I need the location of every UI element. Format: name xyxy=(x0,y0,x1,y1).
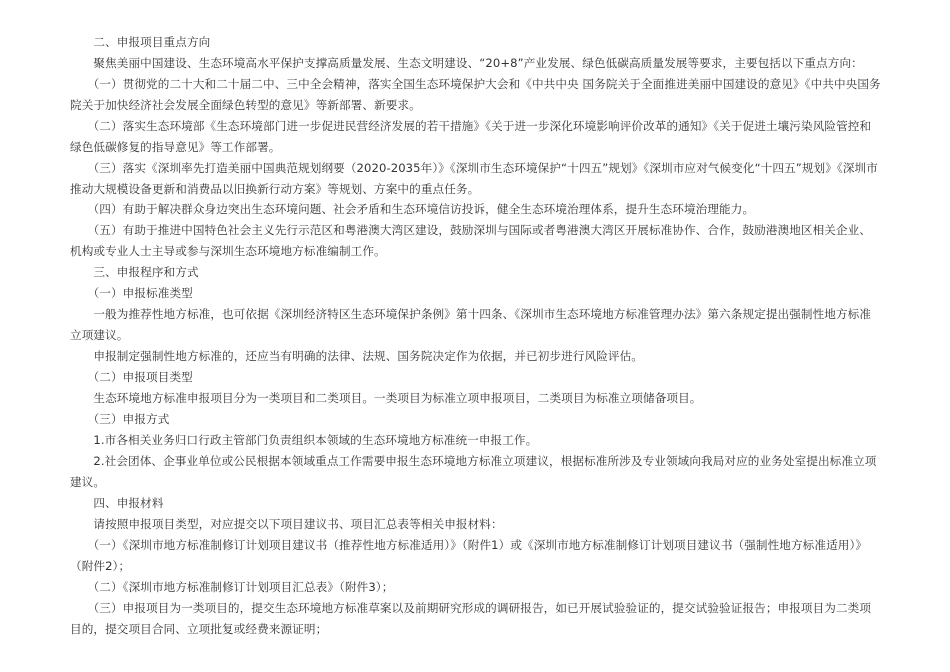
paragraph-material-2: （二）《深圳市地方标准制修订计划项目汇总表》（附件3）； xyxy=(70,580,394,594)
paragraph-direction-3: （三）落实《深圳率先打造美丽中国典范规划纲要（2020-2035年）》《深圳市生态环境保护“十四五”规划》《深圳市应对气候变化“十四五”规划》《深圳市推动大规模设备更新和消费品以旧换新行动方案》等规划、方案中的重点任务。 xyxy=(70,161,878,196)
paragraph-direction-2: （二）落实生态环境部《生态环境部门进一步促进民营经济发展的若干措施》《关于进一步深化环境影响评价改革的通知》《关于促进土壤污染风险管控和绿色低碳修复的指导意见》等工作部署。 xyxy=(70,119,872,154)
paragraph-intro-directions: 聚焦美丽中国建设、生态环境高水平保护支撑高质量发展、生态文明建设、“20+8”产业发展、绿色低碳高质量发展等要求，主要包括以下重点方向： xyxy=(70,56,863,70)
paragraph-direction-4: （四）有助于解决群众身边突出生态环境问题、社会矛盾和生态环境信访投诉，健全生态环境治理体系，提升生态环境治理能力。 xyxy=(70,202,755,216)
subheading-project-type: （二）申报项目类型 xyxy=(70,370,193,384)
subheading-application-method: （三）申报方式 xyxy=(70,412,170,426)
section-heading-key-directions: 二、申报项目重点方向 xyxy=(70,35,211,49)
section-heading-materials: 四、申报材料 xyxy=(70,496,164,510)
paragraph-method-1: 1.市各相关业务归口行政主管部门负责组织本领域的生态环境地方标准统一申报工作。 xyxy=(70,433,538,447)
paragraph-material-3: （三）申报项目为一类项目的，提交生态环境地方标准草案以及前期研究形成的调研报告，如已开展试验验证的，提交试验验证报告；申报项目为二类项目的，提交项目合同、立项批复或经费来源证明； xyxy=(70,601,872,636)
paragraph-mandatory-standard: 申报制定强制性地方标准的，还应当有明确的法律、法规、国务院决定作为依据，并已初步进行风险评估。 xyxy=(70,349,643,363)
paragraph-material-1: （一）《深圳市地方标准制修订计划项目建议书（推荐性地方标准适用）》（附件1）或《深圳市地方标准制修订计划项目建议书（强制性地方标准适用）》（附件2）； xyxy=(70,538,868,573)
paragraph-direction-1: （一）贯彻党的二十大和二十届二中、三中全会精神，落实全国生态环境保护大会和《中共中央 国务院关于全面推进美丽中国建设的意见》《中共中央国务院关于加快经济社会发展全面绿色转型的意见》等新部署、新要求。 xyxy=(70,77,881,112)
paragraph-materials-intro: 请按照申报项目类型，对应提交以下项目建议书、项目汇总表等相关申报材料： xyxy=(70,517,503,531)
subheading-standard-type: （一）申报标准类型 xyxy=(70,286,193,300)
section-heading-procedure: 三、申报程序和方式 xyxy=(70,265,199,279)
paragraph-direction-5: （五）有助于推进中国特色社会主义先行示范区和粤港澳大湾区建设，鼓励深圳与国际或者粤港澳大湾区开展标准协作、合作，鼓励港澳地区相关企业、机构或专业人士主导或参与深圳生态环境地方标准编制工作。 xyxy=(70,223,872,258)
paragraph-project-type: 生态环境地方标准申报项目分为一类项目和二类项目。一类项目为标准立项申报项目，二类项目为标准立项储备项目。 xyxy=(70,391,702,405)
paragraph-standard-type: 一般为推荐性地方标准，也可依据《深圳经济特区生态环境保护条例》第十四条、《深圳市生态环境地方标准管理办法》第六条规定提出强制性地方标准立项建议。 xyxy=(70,307,872,342)
paragraph-method-2: 2.社会团体、企事业单位或公民根据本领域重点工作需要申报生态环境地方标准立项建议，根据标准所涉及专业领域向我局对应的业务处室提出标准立项建议。 xyxy=(70,454,877,489)
